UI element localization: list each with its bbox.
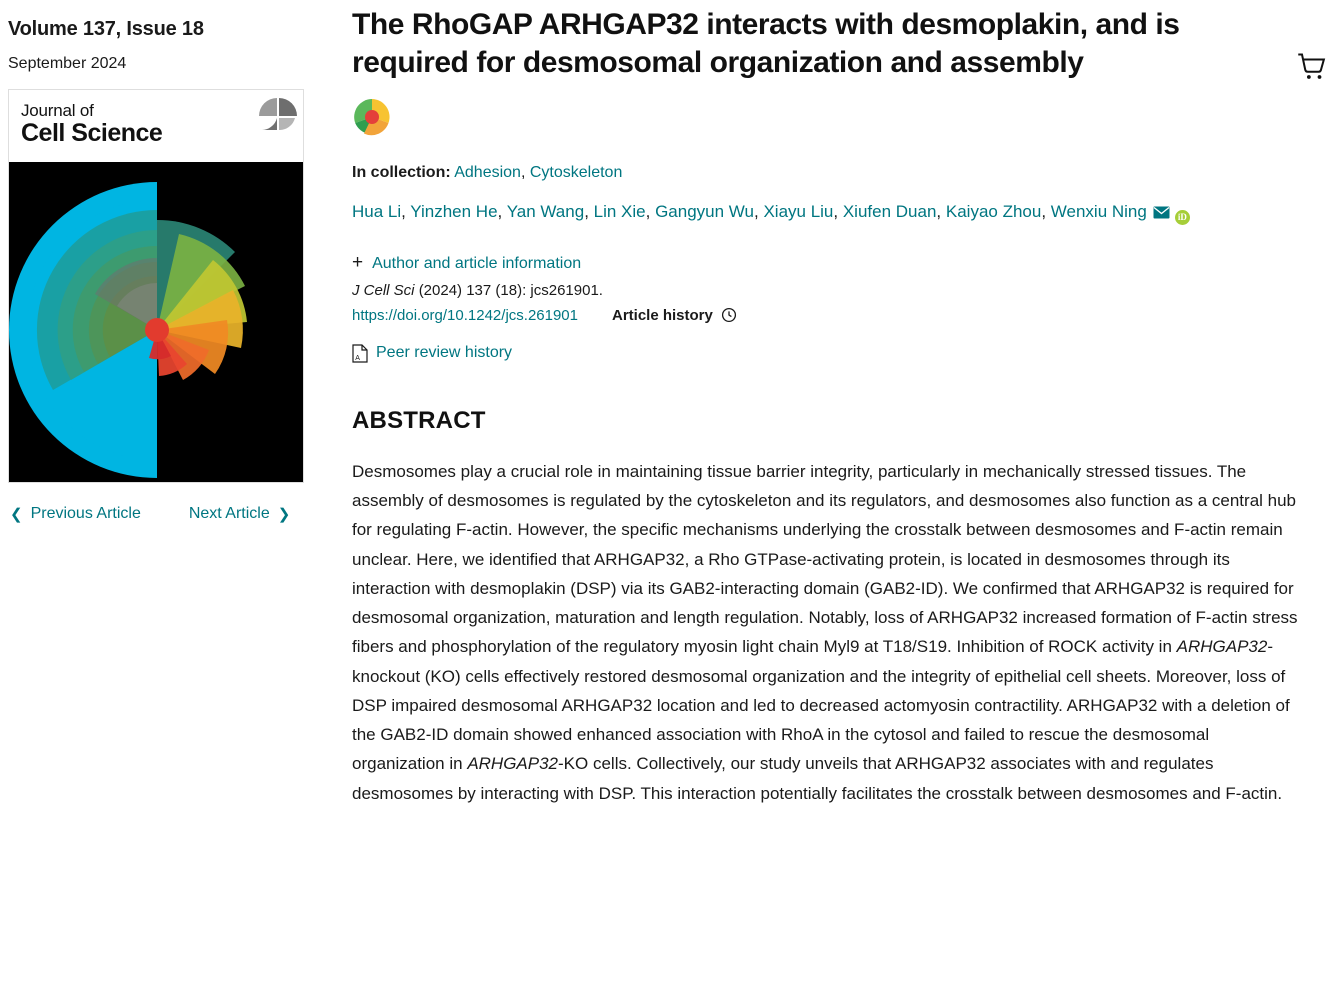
cover-journal-line2: Cell Science — [21, 118, 163, 147]
citation-journal: J Cell Sci — [352, 281, 415, 299]
issue-volume-label: Volume 137, Issue 18 — [8, 18, 204, 40]
author-link-5[interactable]: Gangyun Wu — [655, 201, 754, 221]
cover-artwork — [9, 162, 303, 482]
author-link-8[interactable]: Kaiyao Zhou — [945, 201, 1042, 221]
abstract-part-3: -KO cells. Collectively, our study unveils that ARHGAP32 associates with and regulates desmosomes by interacting with DSP. This interaction potentially facilitates the crosstalk between desmosomes and F-actin. — [352, 754, 1283, 803]
svg-text:A: A — [355, 354, 360, 362]
plus-icon: + — [352, 251, 364, 273]
altmetric-badge-icon[interactable] — [352, 97, 392, 137]
article-main — [352, 0, 1333, 808]
next-article-label: Next Article — [188, 505, 270, 522]
author-link-1[interactable]: Hua Li — [352, 201, 402, 221]
previous-article-link[interactable] — [10, 505, 141, 523]
abstract-text — [352, 457, 1303, 808]
author-link-6[interactable]: Xiayu Liu — [763, 201, 834, 221]
doi-link[interactable]: https://doi.org/10.1242/jcs.261901 — [352, 306, 578, 324]
orcid-icon[interactable]: iD — [1175, 210, 1190, 225]
abstract-part-1: Desmosomes play a crucial role in maintaining tissue barrier integrity, particularly in mechanically stressed tissues. The assembly of desmosomes is regulated by the cytoskeleton and its regulators, and desmosomes also function as a central hub for regulating F-actin. However, the specific mechanisms underlying the crosstalk between desmosomes and F-actin remain unclear. Here, we identified that ARHGAP32, a Rho GTPase-activating protein, is located in desmosomes through its interaction with desmoplakin (DSP) via its GAB2-interacting domain (GAB2-ID). We confirmed that ARHGAP32 is required for desmosomal organization, maturation and length regulation. Notably, loss of ARHGAP32 increased formation of F-actin stress fibers and phosphorylation of the regulatory myosin light chain Myl9 at T18/S19. Inhibition of ROCK activity in — [352, 461, 1298, 657]
abstract-gene-1: ARHGAP32 — [1176, 637, 1268, 657]
cover-masthead — [9, 90, 303, 162]
abstract-heading: ABSTRACT — [352, 406, 486, 434]
author-article-information-row[interactable] — [352, 253, 1303, 273]
peer-review-history-row[interactable] — [352, 344, 1303, 363]
pdf-file-icon — [352, 344, 368, 363]
clock-icon — [721, 307, 737, 323]
issue-cover-image[interactable] — [8, 89, 304, 483]
issue-article-nav — [8, 505, 352, 523]
author-link-3[interactable]: Yan Wang — [506, 201, 585, 221]
collection-label: In collection: — [352, 163, 451, 181]
author-link-9[interactable]: Wenxiu Ning — [1050, 201, 1147, 221]
author-list: Hua Li, Yinzhen He, Yan Wang, Lin Xie, Gangyun Wu, Xiayu Liu, Xiufen Duan, Kaiyao Zhou, Wenxiu Ning iD — [352, 198, 1232, 227]
collection-separator: , — [520, 163, 526, 181]
abstract-part-2: -knockout (KO) cells effectively restored desmosomal organization and the integrity of epithelial cell sheets. Moreover, loss of DSP impaired desmosomal ARHGAP32 location and led to decreased actomyosin contractility. ARHGAP32 with a deletion of the GAB2-ID domain showed enhanced association with RhoA in the cytosol and failed to rescue the desmosomal organization in — [352, 637, 1290, 774]
chevron-right-icon: ❯ — [277, 505, 291, 523]
shopping-cart-icon[interactable] — [1297, 52, 1327, 82]
author-article-information-link[interactable]: Author and article information — [372, 254, 582, 272]
author-link-2[interactable]: Yinzhen He — [410, 201, 498, 221]
author-link-4[interactable]: Lin Xie — [593, 201, 646, 221]
corresponding-author-email-icon[interactable] — [1153, 200, 1170, 227]
issue-sidebar — [0, 0, 352, 523]
previous-article-label: Previous Article — [30, 505, 141, 522]
doi-row — [352, 307, 1303, 324]
issue-date-label: September 2024 — [8, 55, 127, 72]
collection-row — [352, 164, 1303, 182]
article-history-label: Article history — [612, 306, 713, 324]
cover-corner-decoration — [251, 90, 303, 130]
page-title: The RhoGAP ARHGAP32 interacts with desmoplakin, and is required for desmosomal organization and assembly — [352, 8, 1180, 80]
abstract-gene-2: ARHGAP32 — [467, 754, 559, 774]
cover-journal-line1: Journal of — [21, 101, 94, 120]
chevron-left-icon: ❮ — [10, 505, 23, 523]
citation-line — [352, 282, 1303, 299]
citation-details: (2024) 137 (18): jcs261901. — [418, 281, 603, 299]
next-article-link[interactable] — [189, 505, 291, 523]
peer-review-history-link[interactable]: Peer review history — [376, 344, 513, 362]
collection-link-adhesion[interactable]: Adhesion — [454, 163, 521, 181]
author-link-7[interactable]: Xiufen Duan — [842, 201, 937, 221]
cover-artwork-svg — [9, 162, 303, 482]
article-history-toggle[interactable] — [612, 307, 737, 324]
collection-link-cytoskeleton[interactable]: Cytoskeleton — [529, 163, 623, 181]
envelope-icon — [1153, 206, 1170, 219]
